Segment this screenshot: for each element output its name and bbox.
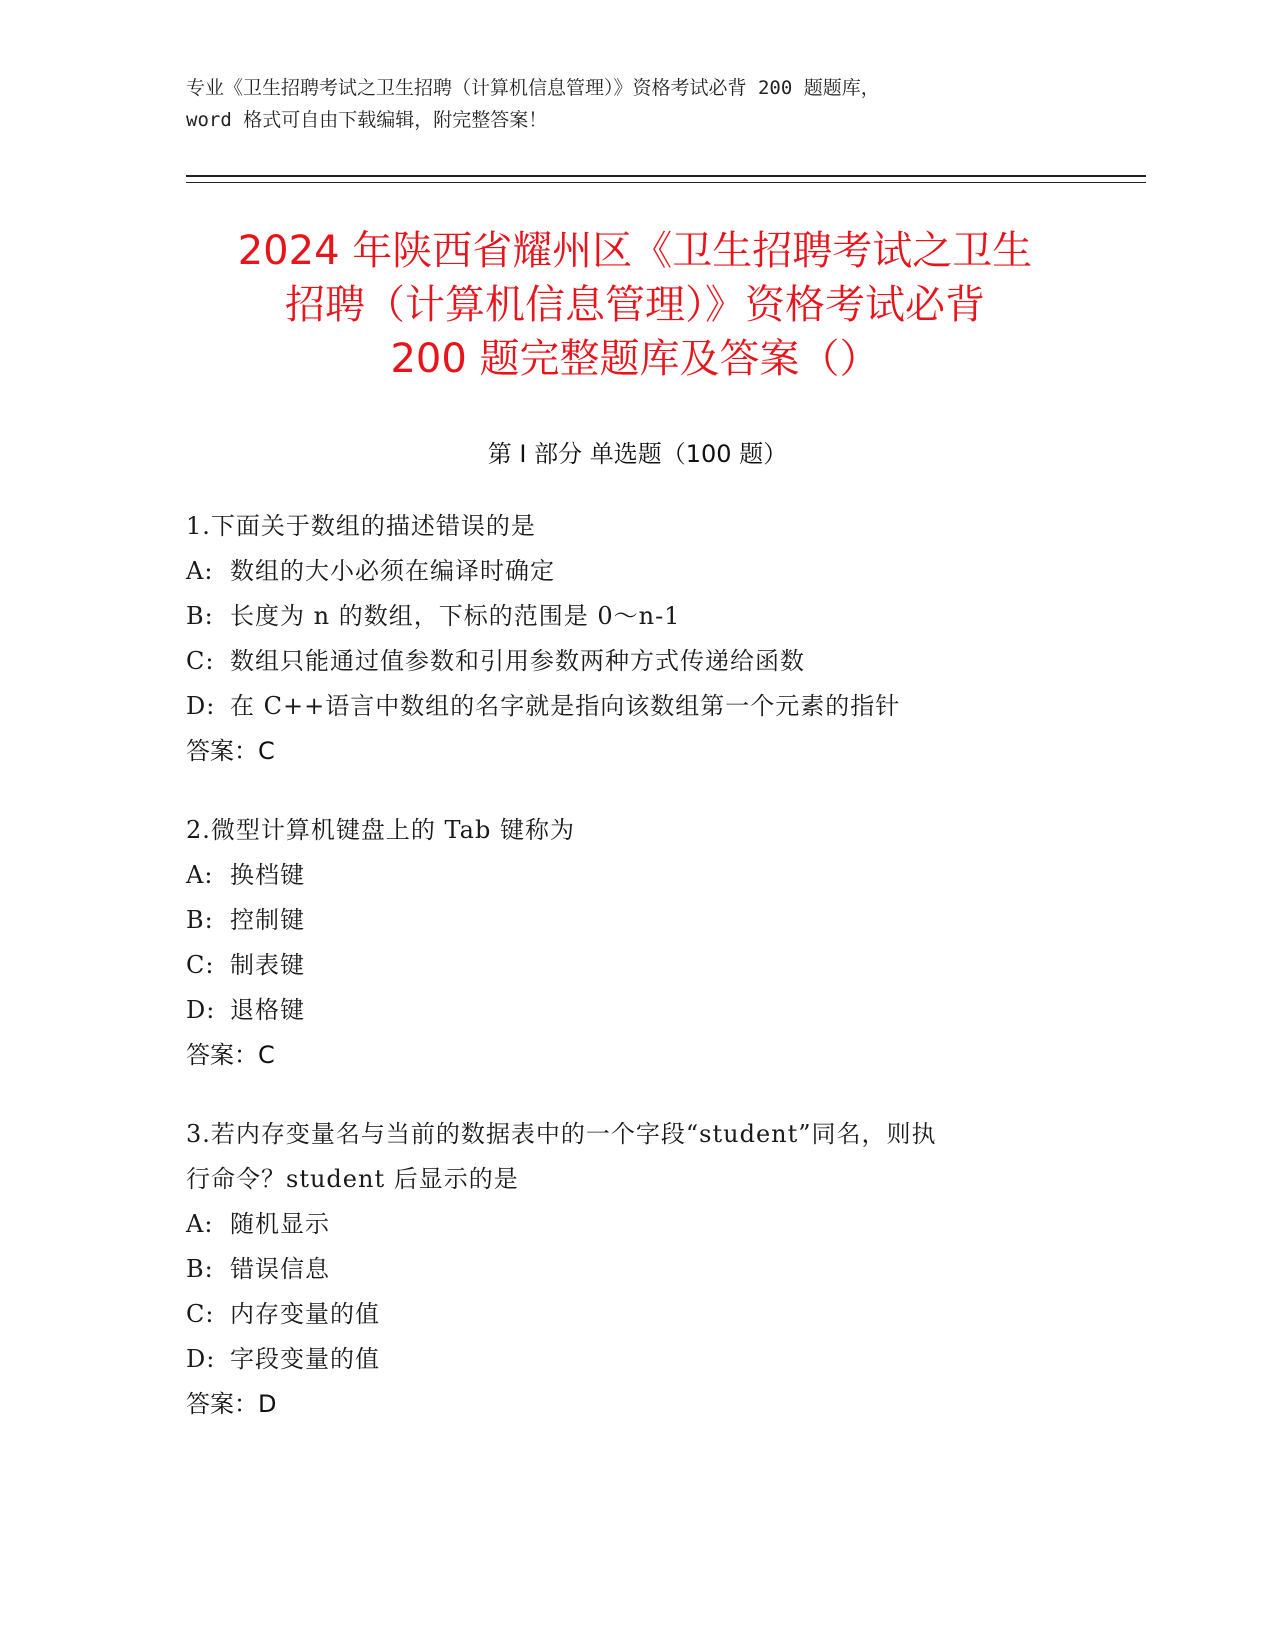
option-c	[186, 639, 1086, 684]
option-letter: B:	[186, 906, 214, 934]
option-letter: C:	[186, 951, 215, 979]
question-1	[186, 504, 1086, 774]
option-a	[186, 1202, 1086, 1247]
option-text: 内存变量的值	[230, 1300, 380, 1328]
answer-value: C	[258, 737, 275, 765]
option-text: 换档键	[230, 861, 305, 889]
answer-label: 答案：	[186, 1041, 258, 1069]
option-text: 制表键	[230, 951, 305, 979]
answer-line	[186, 1382, 1086, 1427]
option-letter: A:	[186, 557, 214, 585]
option-letter: A:	[186, 861, 214, 889]
option-letter: C:	[186, 647, 215, 675]
document-title	[160, 224, 1110, 386]
question-stem-continued: 行命令？student 后显示的是	[186, 1165, 519, 1193]
answer-label: 答案：	[186, 1390, 258, 1418]
question-stem: 2.微型计算机键盘上的 Tab 键称为	[186, 816, 575, 844]
option-letter: A:	[186, 1210, 214, 1238]
option-a	[186, 549, 1086, 594]
header-divider-thick	[186, 175, 1146, 177]
option-text: 错误信息	[230, 1255, 330, 1283]
option-text: 随机显示	[230, 1210, 330, 1238]
header-note	[186, 72, 1086, 136]
answer-value: C	[258, 1041, 275, 1069]
document-title-line-3: 200 题完整题库及答案（）	[390, 336, 880, 382]
header-note-line-1: 专业《卫生招聘考试之卫生招聘（计算机信息管理）》资格考试必背 200 题题库，	[186, 77, 880, 99]
option-c	[186, 943, 1086, 988]
answer-value: D	[258, 1390, 277, 1418]
option-text: 字段变量的值	[230, 1345, 380, 1373]
option-b	[186, 898, 1086, 943]
option-text: 数组的大小必须在编译时确定	[230, 557, 555, 585]
option-a	[186, 853, 1086, 898]
header-note-line-2: word 格式可自由下载编辑，附完整答案！	[186, 109, 548, 131]
section-heading: 第 I 部分 单选题（100 题）	[487, 440, 788, 468]
answer-label: 答案：	[186, 737, 258, 765]
option-text: 控制键	[230, 906, 305, 934]
question-2	[186, 808, 1086, 1078]
option-d	[186, 684, 1086, 729]
answer-line	[186, 1033, 1086, 1078]
document-title-line-2: 招聘（计算机信息管理）》资格考试必背	[285, 282, 985, 328]
option-b	[186, 1247, 1086, 1292]
option-text: 在 C++语言中数组的名字就是指向该数组第一个元素的指针	[230, 692, 901, 720]
option-letter: D:	[186, 692, 216, 720]
option-letter: B:	[186, 1255, 214, 1283]
answer-line	[186, 729, 1086, 774]
option-b	[186, 594, 1086, 639]
option-text: 退格键	[230, 996, 305, 1024]
header-divider-thin	[186, 182, 1146, 183]
option-letter: D:	[186, 1345, 216, 1373]
option-d	[186, 1337, 1086, 1382]
option-letter: D:	[186, 996, 216, 1024]
option-letter: B:	[186, 602, 214, 630]
document-title-line-1: 2024 年陕西省耀州区《卫生招聘考试之卫生	[237, 228, 1033, 274]
option-text: 数组只能通过值参数和引用参数两种方式传递给函数	[230, 647, 805, 675]
option-d	[186, 988, 1086, 1033]
option-letter: C:	[186, 1300, 215, 1328]
option-text: 长度为 n 的数组，下标的范围是 0～n-1	[230, 602, 681, 630]
question-stem: 1.下面关于数组的描述错误的是	[186, 512, 536, 540]
question-3	[186, 1112, 1086, 1427]
question-stem: 3.若内存变量名与当前的数据表中的一个字段“student”同名，则执	[186, 1120, 937, 1148]
option-c	[186, 1292, 1086, 1337]
